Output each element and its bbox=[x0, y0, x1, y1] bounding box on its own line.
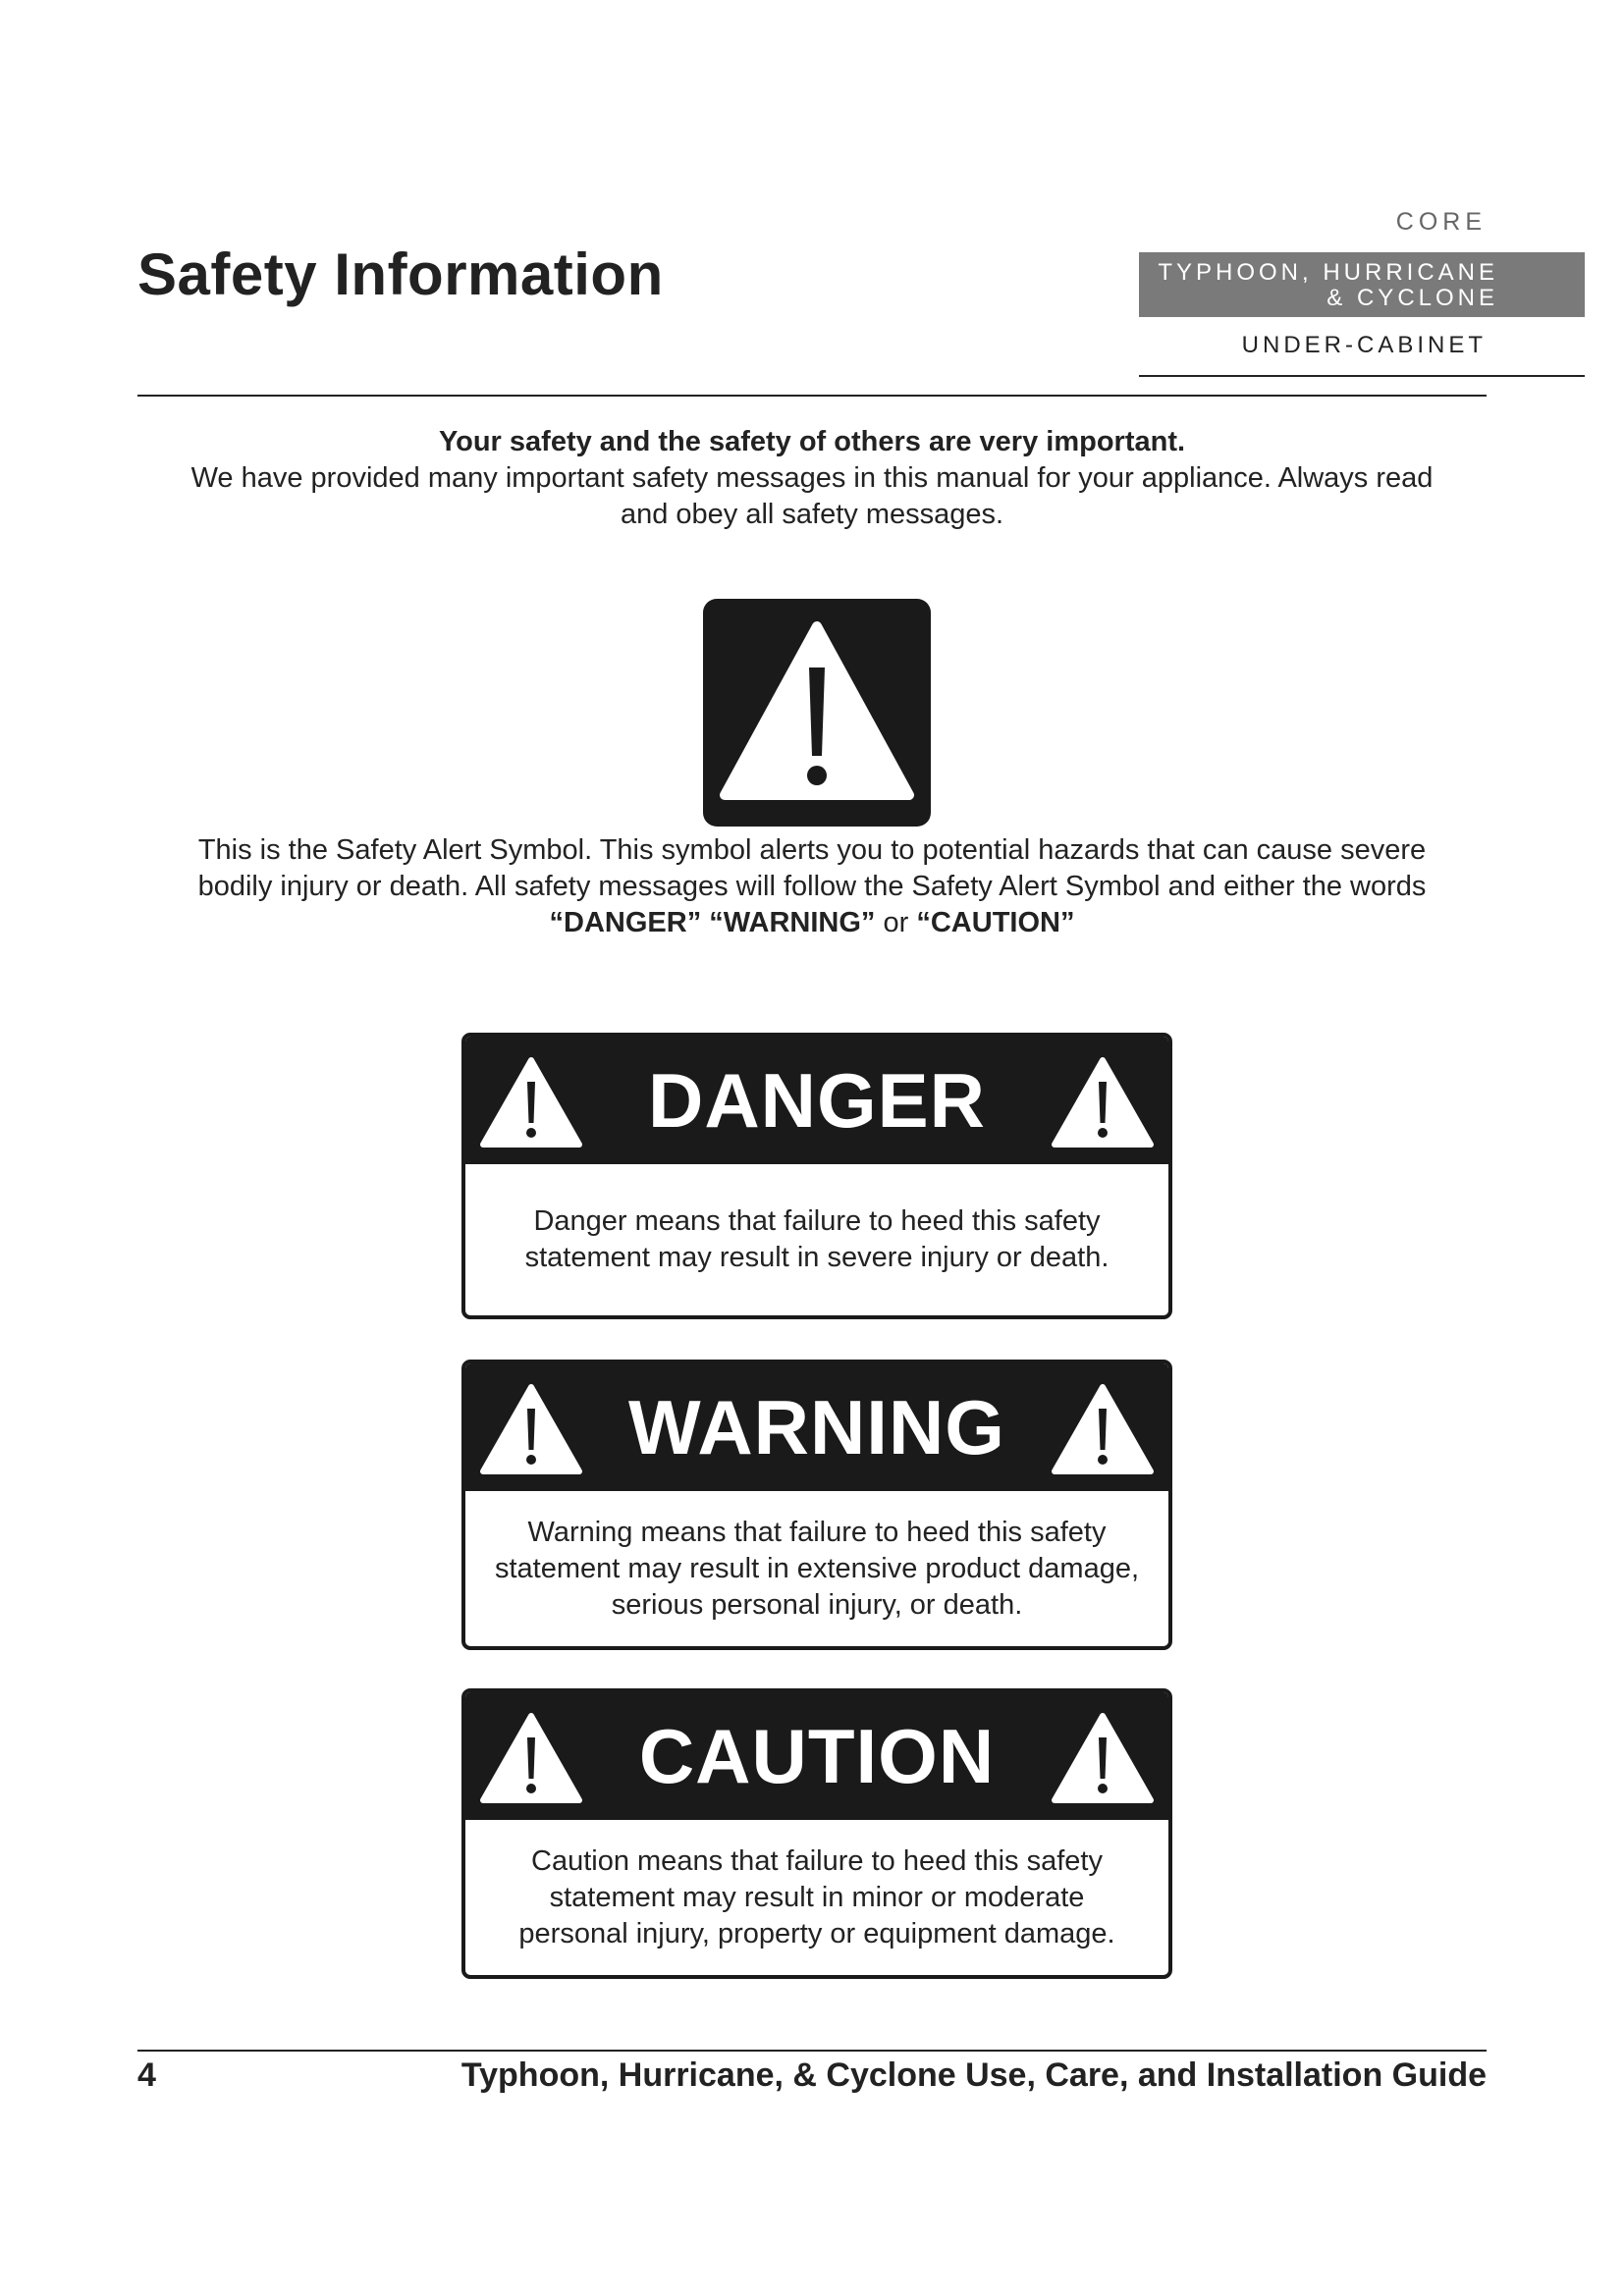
warning-sign-line-2: statement may result in extensive product damage, bbox=[494, 1552, 1140, 1584]
description-line-3 bbox=[137, 905, 1487, 941]
caution-sign bbox=[461, 1688, 1172, 1979]
intro-heading: Your safety and the safety of others are very important. bbox=[438, 426, 1186, 457]
intro-line-2: and obey all safety messages. bbox=[620, 499, 1004, 530]
warning-triangle-icon bbox=[1049, 1052, 1157, 1150]
intro-line-1: We have provided many important safety messages in this manual for your appliance. Always read bbox=[190, 462, 1434, 494]
safety-alert-description bbox=[137, 832, 1487, 941]
caution-sign-line-3: personal injury, property or equipment damage. bbox=[518, 1917, 1115, 1949]
signal-word-or: or bbox=[883, 907, 909, 938]
mount-type-label: UNDER-CABINET bbox=[1241, 332, 1487, 358]
page-number: 4 bbox=[137, 2056, 156, 2094]
description-line-1: This is the Safety Alert Symbol. This symbol alerts you to potential hazards that can cause severe bbox=[197, 834, 1427, 866]
warning-triangle-icon bbox=[1049, 1379, 1157, 1477]
warning-sign-header bbox=[465, 1363, 1168, 1491]
page-title: Safety Information bbox=[137, 241, 664, 307]
model-band bbox=[1139, 252, 1585, 317]
caution-sign-word: CAUTION bbox=[638, 1713, 996, 1799]
danger-sign-body bbox=[465, 1164, 1168, 1315]
product-line-label: CORE bbox=[1395, 208, 1487, 236]
warning-triangle-icon bbox=[703, 599, 931, 827]
caution-sign-line-1: Caution means that failure to heed this safety bbox=[531, 1844, 1103, 1877]
signal-word-caution: “CAUTION” bbox=[916, 907, 1075, 938]
caution-sign-line-2: statement may result in minor or moderate bbox=[549, 1881, 1085, 1913]
warning-triangle-icon bbox=[477, 1379, 585, 1477]
safety-intro bbox=[137, 424, 1487, 533]
warning-sign-line-1: Warning means that failure to heed this safety bbox=[527, 1516, 1107, 1548]
models-line-1: TYPHOON, HURRICANE bbox=[1158, 259, 1498, 286]
models-line-2: & CYCLONE bbox=[1326, 285, 1498, 311]
danger-sign-line-2: statement may result in severe injury or death. bbox=[524, 1242, 1110, 1273]
warning-triangle-icon bbox=[477, 1052, 585, 1150]
caution-sign-body bbox=[465, 1820, 1168, 1975]
danger-sign-header bbox=[465, 1037, 1168, 1164]
danger-sign-word: DANGER bbox=[647, 1057, 986, 1144]
danger-sign bbox=[461, 1033, 1172, 1319]
guide-title: Typhoon, Hurricane, & Cyclone Use, Care, and Installation Guide bbox=[460, 2056, 1487, 2094]
warning-sign-body bbox=[465, 1491, 1168, 1646]
warning-triangle-icon bbox=[1049, 1708, 1157, 1806]
signal-word-warning: “WARNING” bbox=[709, 907, 876, 938]
footer-divider bbox=[137, 2050, 1487, 2052]
warning-sign bbox=[461, 1360, 1172, 1650]
caution-sign-header bbox=[465, 1692, 1168, 1820]
mount-type-rule bbox=[1139, 375, 1585, 377]
warning-sign-line-3: serious personal injury, or death. bbox=[611, 1588, 1023, 1621]
header-divider bbox=[137, 395, 1487, 397]
signal-word-danger: “DANGER” bbox=[549, 907, 702, 938]
description-line-2: bodily injury or death. All safety messages will follow the Safety Alert Symbol and either the words bbox=[197, 871, 1427, 902]
danger-sign-line-1: Danger means that failure to heed this safety bbox=[533, 1205, 1101, 1237]
warning-sign-word: WARNING bbox=[628, 1384, 1005, 1470]
warning-triangle-icon bbox=[477, 1708, 585, 1806]
